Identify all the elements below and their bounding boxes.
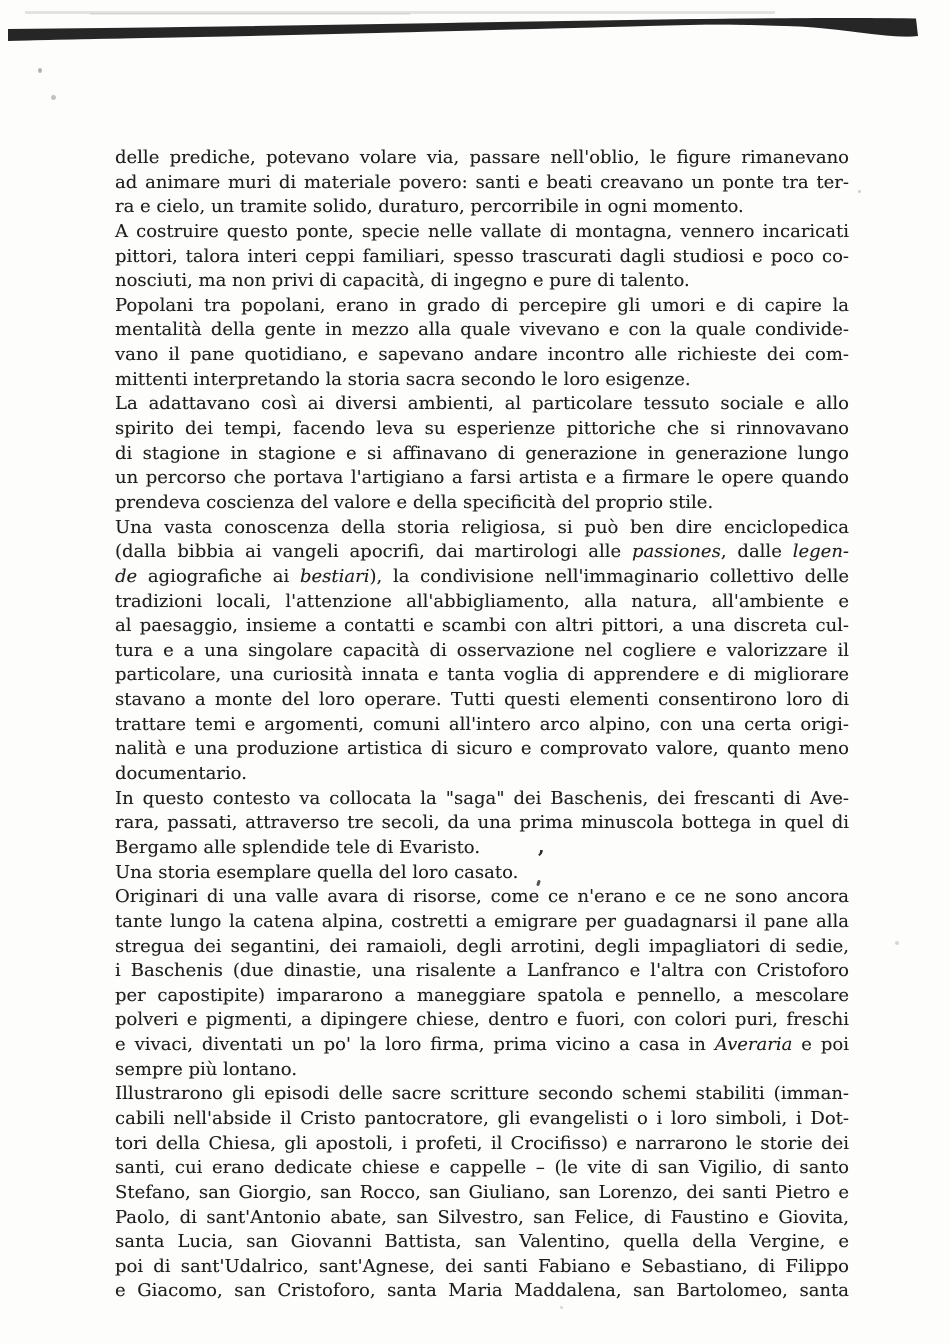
ink-speck: [560, 1306, 563, 1309]
text-line: spirito dei tempi, facendo leva su esperienze pittoriche che si rinnovavano: [115, 418, 849, 440]
text-line: tante lungo la catena alpina, costretti a emigrare per guadagnarsi il pane alla: [115, 910, 849, 932]
text-line: (dalla bibbia ai vangeli apocrifi, dai martirologi alle passiones, dalle legen-: [115, 541, 849, 563]
text-line: stavano a monte del loro operare. Tutti questi elementi consentirono loro di: [115, 689, 849, 711]
stray-comma-mark: ,: [538, 836, 545, 858]
text-line: Bergamo alle splendide tele di Evaristo.: [115, 836, 481, 858]
text-line: Paolo, di sant'Antonio abate, san Silvestro, san Felice, di Faustino e Giovita,: [115, 1206, 849, 1228]
paragraph: [115, 392, 849, 515]
text-line: per capostipite) impararono a maneggiare spatola e pennello, a mescolare: [115, 984, 849, 1006]
text-line: di stagione in stagione e si affinavano di generazione in generazione lungo: [115, 442, 849, 464]
text-line: i Baschenis (due dinastie, una risalente a Lanfranco e l'altra con Cristoforo: [115, 960, 849, 982]
text-line: Una storia esemplare quella del loro casato.: [115, 861, 519, 883]
text-line: vano il pane quotidiano, e sapevano andare incontro alle richieste dei com-: [115, 344, 849, 366]
text-line: pittori, talora interi ceppi familiari, spesso trascurati dagli studiosi e poco co-: [115, 245, 849, 267]
ink-speck: [858, 190, 861, 193]
page-text: [115, 146, 849, 1304]
text-line: tradizioni locali, l'attenzione all'abbigliamento, alla natura, all'ambiente e: [115, 590, 849, 612]
text-line: tori della Chiesa, gli apostoli, i profeti, il Crocifisso) e narrarono le storie dei: [115, 1132, 849, 1154]
paragraph: [115, 146, 849, 220]
text-line: A costruire questo ponte, specie nelle vallate di montagna, vennero incaricati: [115, 220, 849, 242]
ink-speck: [895, 941, 899, 945]
text-line: stregua dei segantini, dei ramaioli, degli arrotini, degli impagliatori di sedie,: [115, 935, 849, 957]
text-line: de agiografiche ai bestiari), la condivisione nell'immaginario collettivo delle: [115, 565, 849, 587]
scan-edge-artifact: [0, 0, 950, 60]
text-line: cabili nell'abside il Cristo pantocratore, gli evangelisti o i loro simboli, i Dot-: [115, 1107, 849, 1129]
text-line: trattare temi e argomenti, comuni all'intero arco alpino, con una certa origi-: [115, 713, 849, 735]
paragraph: [115, 516, 849, 787]
text-line: La adattavano così ai diversi ambienti, al particolare tessuto sociale e allo: [115, 393, 849, 415]
text-line: santi, cui erano dedicate chiese e cappelle – (le vite di san Vigilio, di santo: [115, 1157, 849, 1179]
text-line: santa Lucia, san Giovanni Battista, san Valentino, quella della Vergine, e: [115, 1231, 849, 1253]
text-line: ad animare muri di materiale povero: santi e beati creavano un ponte tra ter-: [115, 171, 849, 193]
text-line: documentario.: [115, 763, 247, 785]
text-line: Stefano, san Giorgio, san Rocco, san Giuliano, san Lorenzo, dei santi Pietro e: [115, 1181, 849, 1203]
text-line: e vivaci, diventati un po' la loro firma, prima vicino a casa in Averaria e poi: [115, 1034, 849, 1056]
text-line: mentalità della gente in mezzo alla quale vivevano e con la quale condivide-: [115, 319, 849, 341]
text-line: mittenti interpretando la storia sacra secondo le loro esigenze.: [115, 368, 691, 390]
paragraph: [115, 220, 849, 294]
paragraph: [115, 294, 849, 393]
text-line: al paesaggio, insieme a contatti e scambi con altri pittori, a una discreta cul-: [115, 615, 849, 637]
paragraph: [115, 861, 849, 886]
text-line: particolare, una curiosità innata e tanta voglia di apprendere e di migliorare: [115, 664, 849, 686]
text-line: In questo contesto va collocata la "saga" dei Baschenis, dei frescanti di Ave-: [115, 787, 849, 809]
ink-speck: [51, 95, 56, 100]
scan-smudge-line-2: [90, 13, 410, 15]
scan-top-bar: [8, 18, 918, 41]
text-line: Originari di una valle avara di risorse, come ce n'erano e ce ne sono ancora: [115, 886, 849, 908]
text-line: poi di sant'Udalrico, sant'Agnese, dei santi Fabiano e Sebastiano, di Filippo: [115, 1255, 849, 1277]
text-line: delle prediche, potevano volare via, passare nell'oblio, le figure rimanevano: [115, 147, 849, 168]
ink-speck: [38, 68, 42, 73]
text-line: ra e cielo, un tramite solido, duraturo, percorribile in ogni momento.: [115, 196, 744, 218]
text-line: nosciuti, ma non privi di capacità, di ingegno e pure di talento.: [115, 270, 690, 292]
text-line: rara, passati, attraverso tre secoli, da una prima minuscola bottega in quel di: [115, 812, 849, 834]
paragraph: [115, 787, 849, 861]
text-line: Una vasta conoscenza della storia religiosa, si può ben dire enciclopedica: [115, 516, 849, 538]
paragraph: [115, 1082, 849, 1304]
text-line: nalità e una produzione artistica di sicuro e comprovato valore, quanto meno: [115, 738, 849, 760]
text-line: Popolani tra popolani, erano in grado di percepire gli umori e di capire la: [115, 294, 849, 316]
paragraph: [115, 885, 849, 1082]
text-line: Illustrarono gli episodi delle sacre scritture secondo schemi stabiliti (imman-: [115, 1083, 849, 1105]
text-line: un percorso che portava l'artigiano a farsi artista e a firmare le opere quando: [115, 467, 849, 489]
text-line: polveri e pigmenti, a dipingere chiese, dentro e fuori, con colori puri, freschi: [115, 1009, 849, 1031]
text-line: prendeva coscienza del valore e della specificità del proprio stile.: [115, 491, 714, 513]
text-line: e Giacomo, san Cristoforo, santa Maria Maddalena, san Bartolomeo, santa: [115, 1280, 849, 1302]
text-line: sempre più lontano.: [115, 1058, 298, 1080]
text-line: tura e a una singolare capacità di osservazione nel cogliere e valorizzare il: [115, 639, 849, 661]
